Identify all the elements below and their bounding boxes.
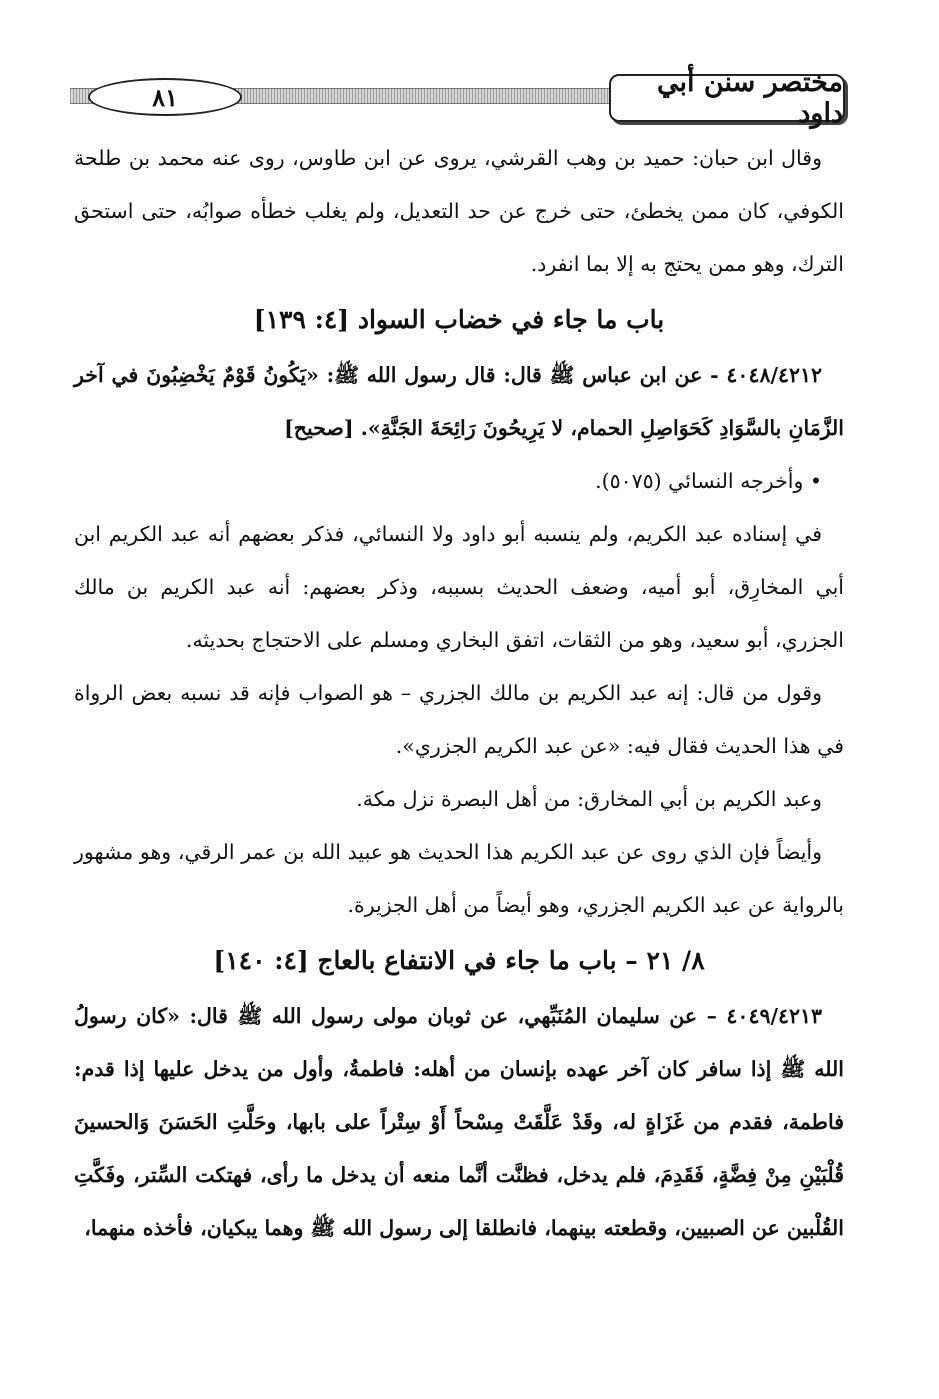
hadith-4213: ٤٠٤٩/٤٢١٣ – عن سليمان المُنَبِّهي، عن ثوبان مولى رسول الله ﷺ قال: «كان رسولُ الله ﷺ إذا سافر كان آخر عهده بإنسان من أهله: فاطمةُ، وأول من يدخل عليها إذا قدم: فاطمة، فقدم من غَزَاةٍ له، وقَدْ عَلَّقَتْ مِسْحاً أَوْ سِتْراً على بابها، وحَلَّتِ الحَسَنَ وَالحسينَ قُلْبَيْنِ مِنْ فِضَّةٍ، فَقَدِمَ، فلم يدخل، فظنَّت أنَّما منعه أن يدخل ما رأى، فهتكت السِّتر، وفَكَّتِ القُلْبين عن الصبيين، وقطعته بينهما، فانطلقا إلى رسول الله ﷺ وهما يبكيان، فأخذه منهما، [74,1004,844,1240]
takhrij-note-nasai: • وأخرجه النسائي (٥٠٧٥). [595,469,822,493]
chapter-heading-dyeing-black: باب ما جاء في خضاب السواد [٤: ١٣٩] [253,305,665,334]
book-title: مختصر سنن أبي داود [609,74,845,122]
page-body [74,132,844,1255]
paragraph-ibn-hibban: وقال ابن حبان: حميد بن وهب القرشي، يروى عن ابن طاوس، روى عنه محمد بن طلحة الكوفي، كان ممن يخطئ، حتى خرج عن حد التعديل، ولم يغلب خطأه صوابُه، حتى استحق الترك، وهو ممن يحتج به إلا بما انفرد. [74,146,844,276]
hadith-4212: ٤٠٤٨/٤٢١٢ - عن ابن عباس ﷺ قال: قال رسول الله ﷺ: «يَكُونُ قَوْمٌ يَخْضِبُونَ في آخر الزَّمَانِ بالسَّوَادِ كَحَوَاصِلِ الحمام، لا يَرِيحُونَ رَائِحَةَ الجَنَّةِ». [صحيح] [74,363,844,440]
paragraph-correct-attribution: وقول من قال: إنه عبد الكريم بن مالك الجزري – هو الصواب فإنه قد نسبه بعض الرواة في هذا الحديث فقال فيه: «عن عبد الكريم الجزري». [74,681,844,758]
paragraph-isnad-abdulkarim: في إسناده عبد الكريم، ولم ينسبه أبو داود ولا النسائي، فذكر بعضهم أنه عبد الكريم ابن أبي المخارِق، أبو أميه، وضعف الحديث بسببه، وذكر بعضهم: أنه عبد الكريم بن مالك الجزري، أبو سعيد، وهو من الثقات، اتفق البخاري ومسلم على الاحتجاج بحديثه. [74,522,844,652]
paragraph-ubaydullah-raqqi: وأيضاً فإن الذي روى عن عبد الكريم هذا الحديث هو عبيد الله بن عمر الرقي، وهو مشهور بالرواية عن عبد الكريم الجزري، وهو أيضاً من أهل الجزيرة. [74,840,844,917]
paragraph-abu-al-mukhariq: وعبد الكريم بن أبي المخارق: من أهل البصرة نزل مكة. [356,787,822,811]
page-header [70,67,845,129]
page-number: ٨١ [88,78,242,116]
chapter-heading-ivory: ٨/ ٢١ – باب ما جاء في الانتفاع بالعاج [٤: ١٤٠] [213,946,705,975]
